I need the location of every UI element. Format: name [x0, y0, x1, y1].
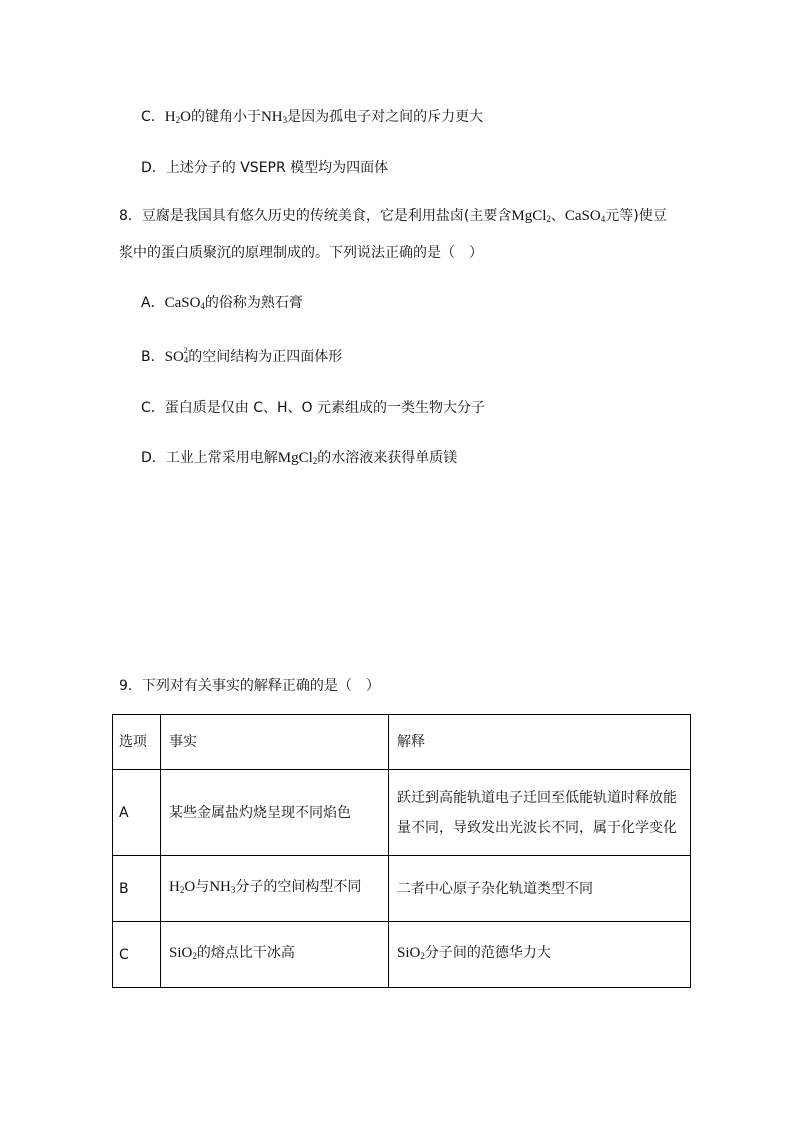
row-explanation — [389, 922, 691, 988]
facts-table — [112, 714, 691, 988]
option-text: 蛋白质是仅由 C、H、O 元素组成的一类生物大分子 — [164, 400, 486, 416]
table-row — [113, 770, 691, 856]
explanation-text: 分子间的范德华力大 — [424, 945, 551, 961]
header-fact: 事实 — [161, 715, 389, 770]
option-text: 工业上常采用电解 — [165, 450, 278, 466]
table-header-row — [113, 715, 691, 770]
row-fact: 某些金属盐灼烧呈现不同焰色 — [161, 770, 389, 856]
stem-text: 8．豆腐是我国具有悠久历史的传统美食，它是利用盐卤(主要含 — [119, 208, 512, 224]
option-letter: D． — [141, 450, 166, 466]
q8-stem-line1 — [119, 206, 667, 229]
option-letter: B． — [141, 349, 165, 365]
formula-caso4: CaSO$_4$ — [564, 208, 606, 224]
stem-separator: 、 — [550, 208, 565, 224]
q8-option-d — [141, 448, 457, 471]
fact-text: 分子的空间构型不同 — [235, 879, 362, 895]
q9-stem: 9．下列对有关事实的解释正确的是（ ） — [119, 678, 380, 694]
row-fact — [161, 922, 389, 988]
option-text: 的水溶液来获得单质镁 — [317, 450, 458, 466]
row-option: A — [113, 770, 161, 856]
row-option: B — [113, 856, 161, 922]
table-row — [113, 856, 691, 922]
formula-mgcl2: MgCl$_2$ — [511, 208, 551, 224]
q8-option-c — [141, 398, 485, 418]
formula-sio2: SiO$_2$ — [397, 945, 425, 961]
formula-h2o: $H_2O$ — [164, 109, 191, 125]
row-explanation: 跃迁到高能轨道电子迁回至低能轨道时释放能量不同，导致发出光波长不同，属于化学变化 — [389, 770, 691, 856]
row-explanation: 二者中心原子杂化轨道类型不同 — [389, 856, 691, 922]
table-row — [113, 922, 691, 988]
option-text: 是因为孤电子对之间的斥力更大 — [287, 109, 484, 125]
option-letter: A． — [141, 295, 165, 311]
fact-text: 的熔点比干冰高 — [196, 945, 295, 961]
formula-h2o: $H_2O$ — [169, 879, 196, 895]
option-text: 的空间结构为正四面体形 — [188, 349, 343, 365]
option-text: 上述分子的 VSEPR 模型均为四面体 — [165, 160, 389, 176]
row-option: C — [113, 922, 161, 988]
option-letter: D． — [141, 160, 166, 176]
row-fact — [161, 856, 389, 922]
header-explanation: 解释 — [389, 715, 691, 770]
formula-nh3: $NH_3$ — [260, 109, 288, 125]
q8-option-b — [141, 347, 342, 370]
option-letter: C． — [141, 400, 165, 416]
q8-option-a — [141, 293, 303, 316]
q7-option-c — [141, 107, 483, 130]
formula-sio2: SiO$_2$ — [169, 945, 197, 961]
option-letter: C． — [141, 109, 165, 125]
stem-text: 元等)使豆 — [605, 208, 667, 224]
formula-nh3: $NH_3$ — [209, 879, 236, 895]
formula-caso4: CaSO$_4$ — [164, 295, 205, 311]
option-text: 的键角小于 — [190, 109, 261, 125]
fact-text: 与 — [195, 879, 210, 895]
option-text: 的俗称为熟石膏 — [204, 295, 303, 311]
header-option: 选项 — [113, 715, 161, 770]
formula-mgcl2: MgCl$_2$ — [277, 450, 318, 466]
q8-stem-line2: 浆中的蛋白质聚沉的原理制成的。下列说法正确的是（ ） — [119, 245, 483, 261]
formula-sulfate-ion: $SO_4$ 2− — [164, 346, 193, 365]
q7-option-d — [141, 158, 388, 178]
